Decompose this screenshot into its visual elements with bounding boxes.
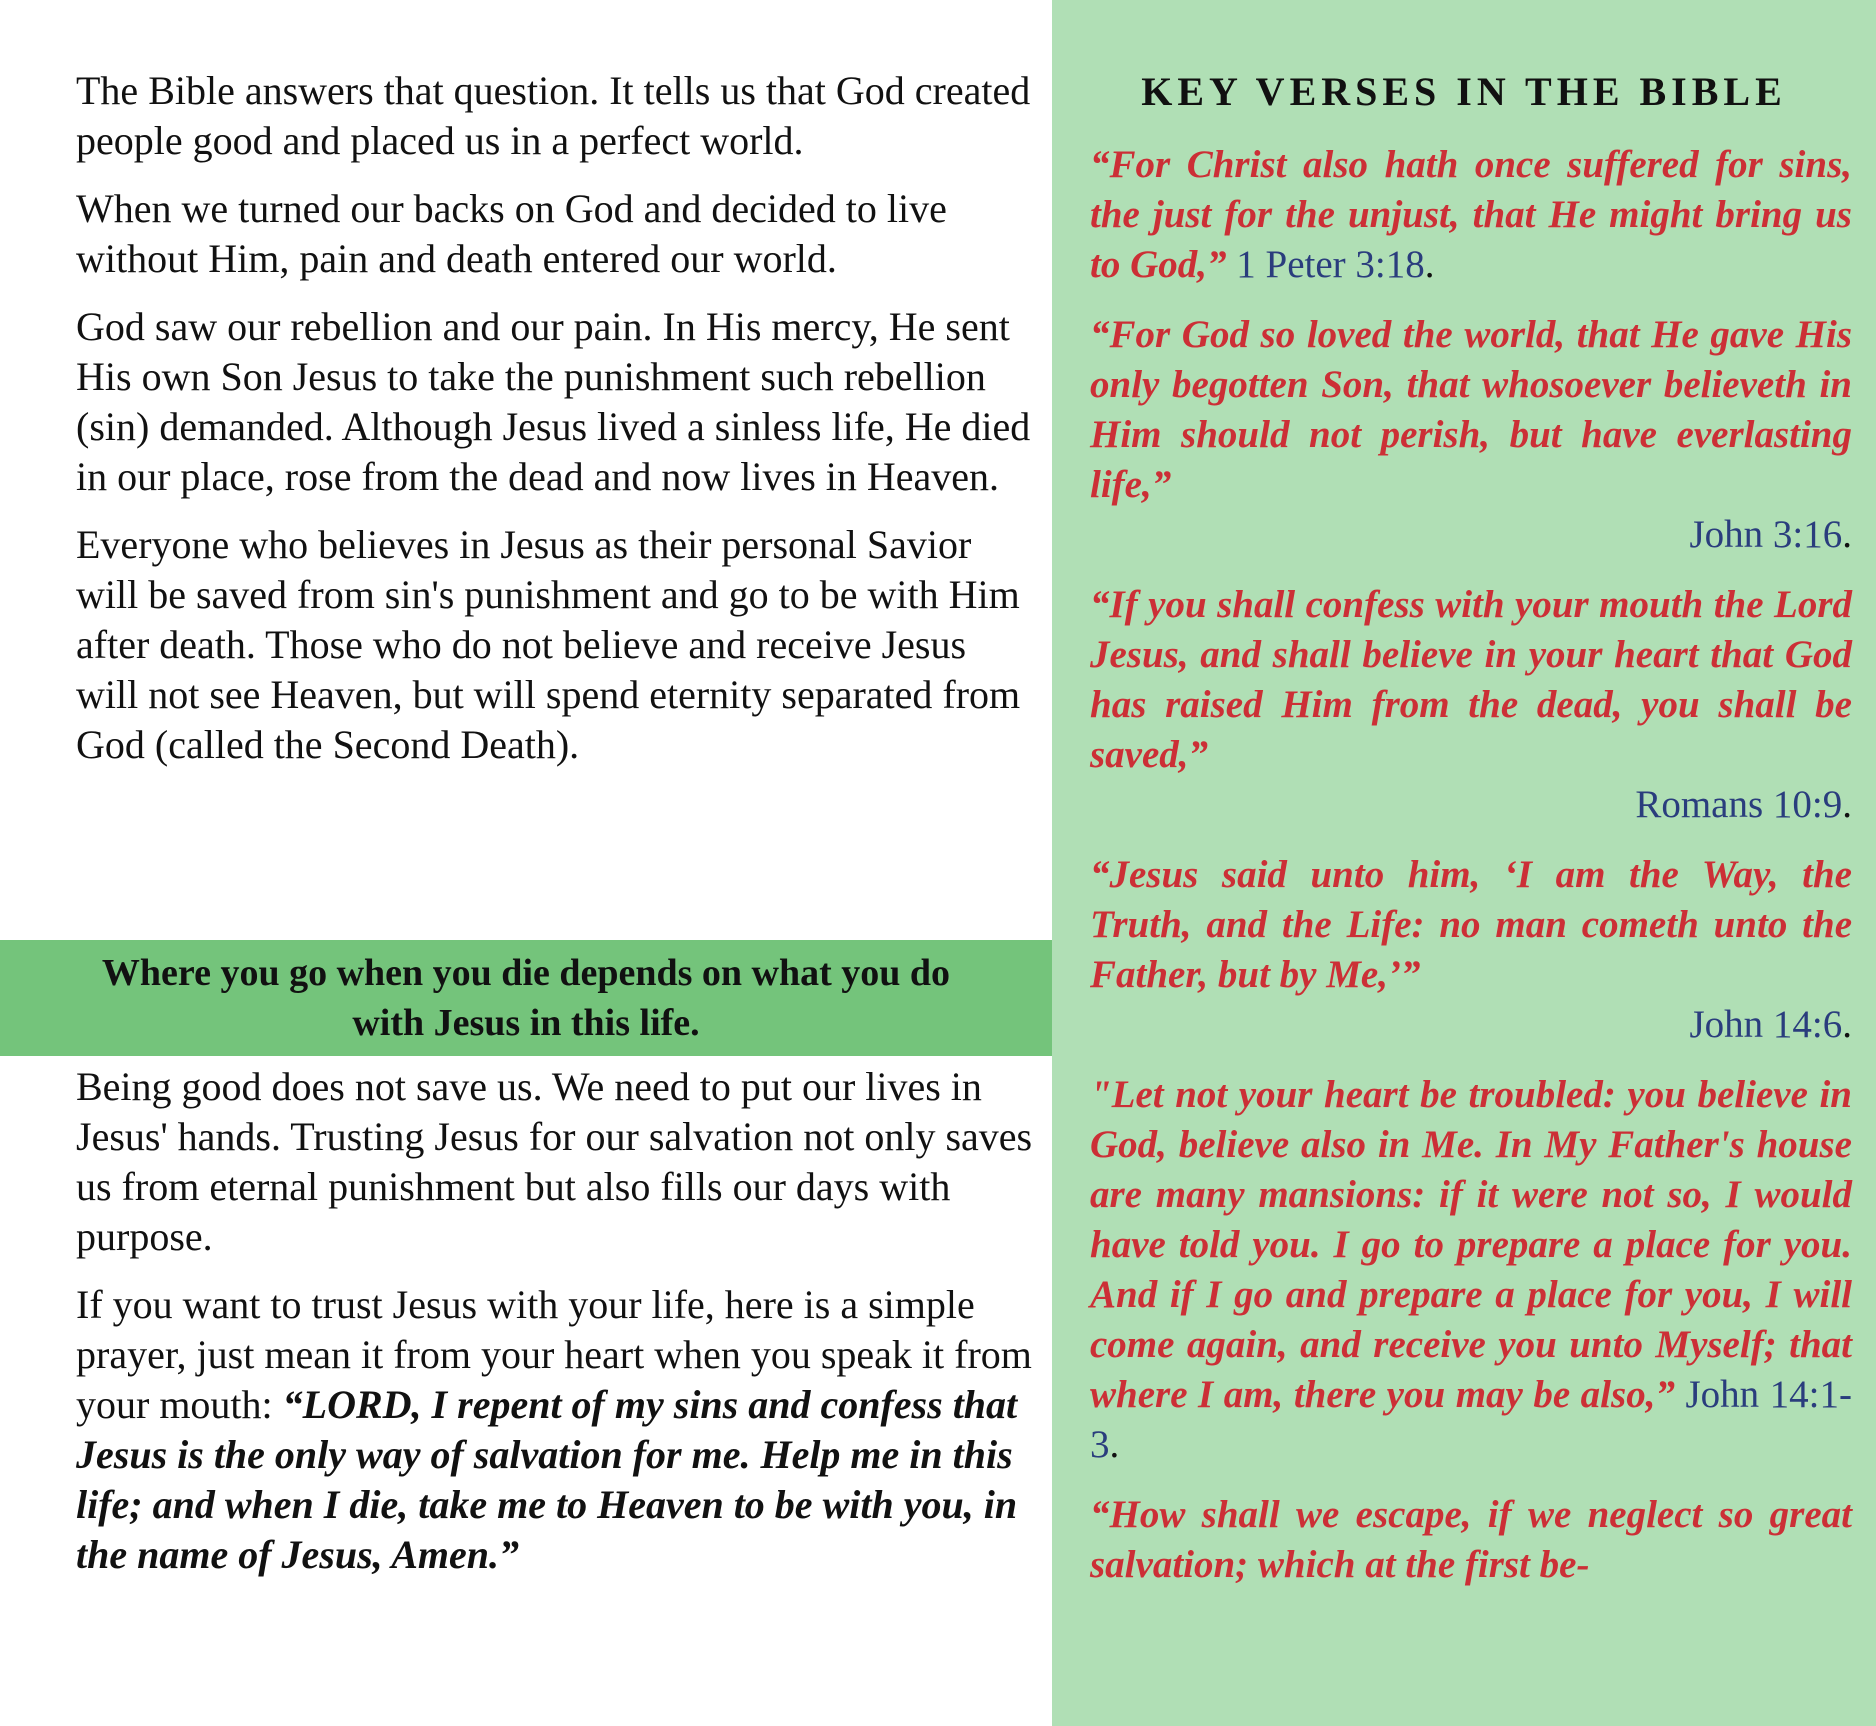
verse-text: “Jesus said unto him, ‘I am the Way, the Truth, and the Life: no man cometh unto the Father, but by Me,’” — [1090, 853, 1852, 996]
verse-item — [1090, 1490, 1852, 1590]
paragraph: Everyone who believes in Jesus as their personal Savior will be saved from sin's punishment and go to be with Him after death. Those who do not believe and receive Jesus will not see Heaven, but will spend eternity separated from God (called the Second Death). — [76, 522, 1021, 767]
panel-title: KEY VERSES IN THE BIBLE — [1141, 69, 1787, 114]
verse-item — [1090, 850, 1852, 1050]
reference-period: . — [1842, 783, 1852, 826]
verse-reference — [1090, 1000, 1852, 1050]
salvation-text-block — [76, 1062, 1036, 1598]
reference-period: . — [1424, 243, 1435, 286]
verse-text: “If you shall confess with your mouth the Lord Jesus, and shall believe in your heart that God has raised Him from the dead, you shall be saved,” — [1090, 583, 1852, 776]
key-verses-panel — [1052, 0, 1876, 1726]
intro-text-block — [76, 66, 1036, 788]
paragraph: When we turned our backs on God and decided to live without Him, pain and death entered our world. — [76, 186, 947, 281]
callout-text: Where you go when you die depends on what you do with Jesus in this life. — [101, 952, 951, 1044]
prayer-paragraph — [76, 1280, 1036, 1580]
paragraph: God saw our rebellion and our pain. In His mercy, He sent His own Son Jesus to take the punishment such rebellion (sin) demanded. Although Jesus lived a sinless life, He died in our place, rose from the dead and now lives in Heaven. — [76, 304, 1031, 499]
reference-label: John 3:16 — [1689, 513, 1843, 556]
verse-text: “For God so loved the world, that He gave His only begotten Son, that whosoever believeth in Him should not perish, but have everlasting life,” — [1090, 313, 1852, 506]
verse-item — [1090, 140, 1852, 290]
reference-period: . — [1842, 1003, 1852, 1046]
verse-text: “For Christ also hath once suffered for sins, the just for the unjust, that He might bring us to God,” — [1090, 143, 1852, 286]
paragraph: The Bible answers that question. It tells us that God created people good and placed us in a perfect world. — [76, 68, 1031, 163]
paragraph: Being good does not save us. We need to put our lives in Jesus' hands. Trusting Jesus for our salvation not only saves us from eternal punishment but also fills our days with purpose. — [76, 1064, 1033, 1259]
reference-label: Romans 10:9 — [1635, 783, 1843, 826]
reference-period: . — [1109, 1423, 1120, 1466]
verse-reference — [1090, 510, 1852, 560]
callout-banner — [0, 940, 1052, 1056]
verse-reference: 1 Peter 3:18 — [1236, 243, 1425, 286]
reference-period: . — [1842, 513, 1852, 556]
prayer-intro: If you want to trust Jesus with your life, here is a simple prayer, just mean it from your heart when you speak it from your mouth: — [76, 1282, 1032, 1427]
verse-reference: John 14:1-3 — [1090, 1373, 1853, 1466]
verse-text: “How shall we escape, if we neglect so great salvation; which at the first be- — [1090, 1493, 1852, 1586]
verse-list — [1090, 140, 1852, 1610]
verse-item — [1090, 580, 1852, 830]
verse-item — [1090, 310, 1852, 560]
verse-text: "Let not your heart be troubled: you believe in God, believe also in Me. In My Father's house are many mansions: if it were not so, I would have told you. I go to prepare a place for you. And if I go and prepare a place for you, I will come again, and receive you unto Myself; that where I am, there you may be also,” — [1090, 1073, 1852, 1416]
verse-item — [1090, 1070, 1852, 1470]
prayer-text: “LORD, I repent of my sins and confess that Jesus is the only way of salvation for me. Help me in this life; and when I die, take me to Heaven to be with you, in the name of Jesus, Amen.” — [76, 1382, 1018, 1577]
verse-reference — [1090, 780, 1852, 830]
reference-label: John 14:6 — [1689, 1003, 1843, 1046]
